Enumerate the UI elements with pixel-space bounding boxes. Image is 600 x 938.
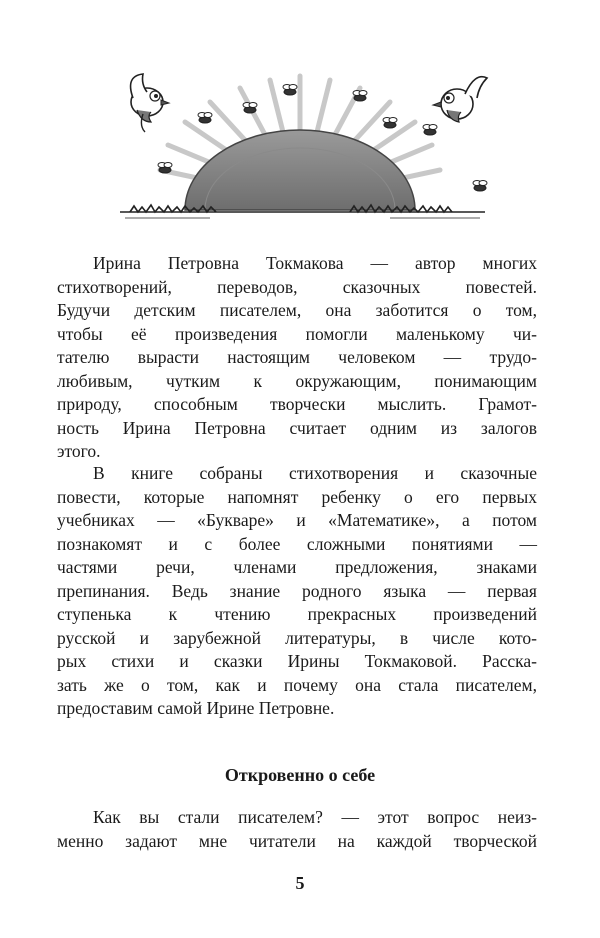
text-line: предоставим самой Ирине Петровне. (57, 698, 335, 718)
bee-icon (353, 91, 367, 102)
header-illustration (90, 50, 510, 235)
text-line: стихотворений, переводов, сказочных повестей. (57, 276, 537, 297)
text-line: Ирина Петровна Токмакова — автор многих (93, 253, 537, 273)
text-line: ность Ирина Петровна считает одним из залогов (57, 417, 537, 438)
text-line: учебниках — «Букваре» и «Математике», а потом (57, 510, 537, 530)
sun-icon (185, 130, 415, 210)
text-line: частями речи, членами предложения, знаками (57, 557, 537, 577)
text-line: препинания. Ведь знание родного языка — первая (57, 580, 537, 601)
bird-icon (433, 77, 487, 122)
bee-icon (198, 113, 212, 124)
text-line: тателю вырасти настоящим человеком — трудо- (57, 347, 537, 367)
text-line: чтобы её произведения помогли маленькому чи- (57, 323, 537, 344)
text-line: Как вы стали писателем? — этот вопрос неиз- (93, 807, 537, 827)
text-line: В книге собраны стихотворения и сказочные (93, 463, 537, 483)
page-number: 5 (295, 873, 305, 893)
text-line: Будучи детским писателем, она заботится о том, (57, 300, 537, 320)
bee-icon (473, 181, 487, 192)
text-line: русской и зарубежной литературы, в числе кото- (57, 627, 537, 648)
intro-paragraph-1 (57, 252, 537, 464)
bee-icon (283, 85, 297, 96)
text-line: повести, которые напомнят ребенку о его первых (57, 486, 537, 507)
text-line: природу, способным творчески мыслить. Грамот- (57, 394, 537, 414)
text-line: ступенька к чтению прекрасных произведений (57, 604, 537, 624)
intro-paragraph-2 (57, 462, 537, 721)
text-line: познакомят и с более сложными понятиями — (57, 533, 537, 554)
bee-icon (423, 125, 437, 136)
bird-icon (131, 74, 169, 132)
text-line: любивым, чутким к окружающим, понимающим (57, 370, 537, 391)
text-line: менно задают мне читатели на каждой творческой (57, 830, 537, 851)
bee-icon (243, 103, 257, 114)
bee-icon (158, 163, 172, 174)
section-heading: Откровенно о себе (224, 765, 376, 785)
section-paragraph (57, 806, 537, 853)
text-line: этого. (57, 441, 101, 461)
text-line: зать же о том, как и почему она стала писателем, (57, 674, 537, 695)
text-line: рых стихи и сказки Ирины Токмаковой. Расска- (57, 651, 537, 671)
bee-icon (383, 118, 397, 129)
